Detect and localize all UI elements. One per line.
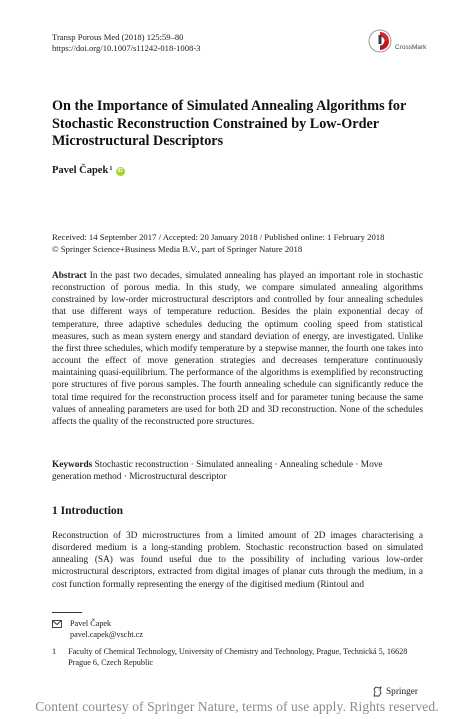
keywords-label: Keywords — [52, 460, 93, 470]
section-heading: 1 Introduction — [52, 505, 124, 517]
abstract-label: Abstract — [52, 271, 87, 281]
crossmark-label: CrossMark — [395, 43, 427, 51]
keywords — [52, 459, 423, 483]
crossmark-icon — [368, 29, 392, 53]
contact-email[interactable]: pavel.capek@vscht.cz — [70, 629, 144, 639]
crossmark-badge[interactable] — [368, 29, 426, 53]
doi-link[interactable]: https://doi.org/10.1007/s11242-018-1008-3 — [52, 43, 201, 53]
author-name: Pavel Čapek — [52, 165, 109, 176]
journal-citation: Transp Porous Med (2018) 125:59–80 — [52, 32, 184, 42]
date-line: Received: 14 September 2017 / Accepted: 20 January 2018 / Published online: 1 February 2018 — [52, 232, 385, 242]
publication-dates — [52, 232, 432, 255]
introduction-text: Reconstruction of 3D microstructures from a limited amount of 2D images characterising a disordered medium is a long-standing problem. Stochastic reconstruction based on simulated annealing (SA) was found useful due to the possibility of including various low-order microstructural descriptors, extracted from digital images of planar cuts through the medium, in a cost function formally representing the energy of the digitised medium (Rintoul and — [52, 531, 423, 590]
journal-meta — [52, 32, 200, 54]
springer-horse-icon — [372, 686, 383, 697]
paper-title: On the Importance of Simulated Annealing Algorithms for Stochastic Reconstruction Constrained by Low-Order Microstructural Descriptors — [52, 98, 407, 149]
envelope-icon — [52, 620, 62, 628]
corresponding-author — [52, 619, 143, 640]
author-affiliation-mark: 1 — [109, 165, 113, 172]
affiliation-text: Faculty of Chemical Technology, University of Chemistry and Technology, Prague, Technická 5, 16628 Prague 6, Czech Republic — [68, 647, 408, 667]
keywords-text: Stochastic reconstruction · Simulated annealing · Annealing schedule · Move generation method · Microstructural descriptor — [52, 460, 383, 483]
publisher-name: Springer — [386, 686, 419, 697]
courtesy-notice: Content courtesy of Springer Nature, terms of use apply. Rights reserved. — [35, 699, 439, 714]
orcid-icon[interactable]: iD — [117, 168, 123, 174]
footnote-divider — [52, 612, 82, 613]
copyright-line: © Springer Science+Business Media B.V., part of Springer Nature 2018 — [52, 243, 303, 254]
abstract-text: In the past two decades, simulated annealing has played an important role in stochastic reconstruction of porous media. In this study, we compare simulated annealing algorithms constrained by low-order microstructural descriptors and controlled by four annealing schedules that use different ways of temperature reduction. Besides the plain exponential decay of temperature, three adaptive schedules deducing the optimum cooling speed from statistical measures, such as mean system energy and standard deviation of energy, are investigated. Unlike the first three schedules, which modify temperature by a stepwise manner, the fourth one takes into account the effect of move generation strategies and decreases temperature continuously maintaining quasi-equilibrium. The performance of the algorithms is exemplified by reconstructing pore structures of five porous samples. The fourth annealing schedule can significantly reduce the total time required for the reconstruction process itself and for parameter tuning because the same values of annealing parameters are used for both 2D and 3D reconstruction. None of the schedules affects the quality of the reconstructed pore structures. — [52, 271, 423, 427]
affiliation-footnote — [52, 647, 422, 668]
contact-name: Pavel Čapek — [70, 619, 112, 628]
publisher-logo — [372, 686, 418, 697]
author-line — [52, 165, 125, 176]
abstract — [52, 270, 423, 428]
affiliation-number: 1 — [52, 647, 57, 656]
